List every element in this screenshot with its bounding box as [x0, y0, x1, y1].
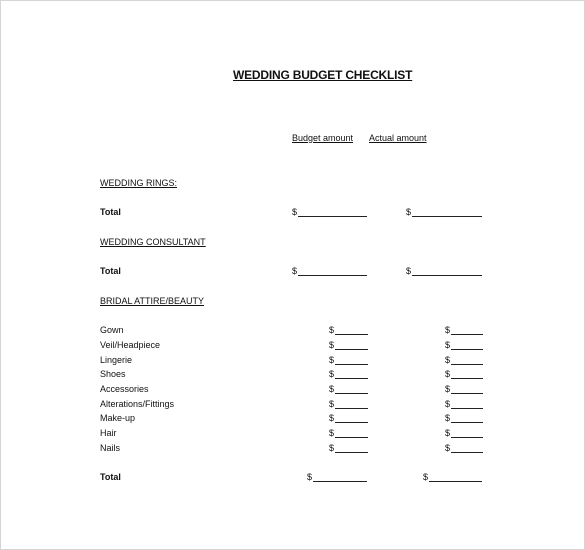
actual-amount-blank[interactable] [451, 427, 483, 438]
budget-amount-header: Budget amount [292, 133, 354, 143]
budget-amount-blank[interactable] [335, 398, 368, 409]
actual-amount-blank[interactable] [451, 442, 483, 453]
currency-symbol: $ [292, 207, 298, 217]
actual-amount-blank[interactable] [451, 398, 483, 409]
currency-symbol: $ [445, 369, 451, 379]
actual-amount-blank[interactable] [451, 368, 483, 379]
currency-symbol: $ [307, 472, 313, 482]
currency-symbol: $ [445, 340, 451, 350]
budget-amount-blank[interactable] [298, 206, 367, 217]
actual-amount-blank[interactable] [451, 354, 483, 365]
currency-symbol: $ [329, 413, 335, 423]
budget-amount-blank[interactable] [335, 368, 368, 379]
section-heading-bridal-attire-beauty: BRIDAL ATTIRE/BEAUTY [100, 296, 205, 306]
currency-symbol: $ [329, 428, 335, 438]
currency-symbol: $ [406, 266, 412, 276]
line-item-label: Hair [100, 428, 117, 438]
section-heading-wedding-rings: WEDDING RINGS: [100, 178, 178, 188]
budget-amount-blank[interactable] [335, 383, 368, 394]
total-label: Total [100, 472, 121, 482]
currency-symbol: $ [445, 384, 451, 394]
actual-amount-blank[interactable] [451, 383, 483, 394]
budget-amount-blank[interactable] [335, 442, 368, 453]
currency-symbol: $ [329, 325, 335, 335]
budget-amount-blank[interactable] [313, 471, 367, 482]
line-item-label: Make-up [100, 413, 136, 423]
line-item-label: Gown [100, 325, 124, 335]
section-heading-wedding-consultant: WEDDING CONSULTANT [100, 237, 206, 247]
currency-symbol: $ [329, 399, 335, 409]
currency-symbol: $ [329, 340, 335, 350]
line-item-label: Shoes [100, 369, 126, 379]
line-item-label: Veil/Headpiece [100, 340, 161, 350]
currency-symbol: $ [329, 443, 335, 453]
line-item-label: Nails [100, 443, 121, 453]
currency-symbol: $ [445, 413, 451, 423]
currency-symbol: $ [329, 355, 335, 365]
currency-symbol: $ [292, 266, 298, 276]
currency-symbol: $ [329, 369, 335, 379]
actual-amount-header: Actual amount [369, 133, 427, 143]
total-label: Total [100, 266, 121, 276]
actual-amount-blank[interactable] [451, 412, 483, 423]
actual-amount-blank[interactable] [451, 339, 483, 350]
document-title: WEDDING BUDGET CHECKLIST [233, 68, 413, 82]
currency-symbol: $ [406, 207, 412, 217]
total-label: Total [100, 207, 121, 217]
currency-symbol: $ [445, 325, 451, 335]
actual-amount-blank[interactable] [429, 471, 482, 482]
actual-amount-blank[interactable] [451, 324, 483, 335]
line-item-label: Accessories [100, 384, 149, 394]
budget-amount-blank[interactable] [335, 339, 368, 350]
currency-symbol: $ [445, 355, 451, 365]
budget-amount-blank[interactable] [335, 324, 368, 335]
budget-amount-blank[interactable] [335, 412, 368, 423]
currency-symbol: $ [445, 443, 451, 453]
currency-symbol: $ [445, 399, 451, 409]
budget-amount-blank[interactable] [335, 354, 368, 365]
actual-amount-blank[interactable] [412, 265, 482, 276]
actual-amount-blank[interactable] [412, 206, 482, 217]
line-item-label: Alterations/Fittings [100, 399, 175, 409]
budget-amount-blank[interactable] [298, 265, 367, 276]
budget-amount-blank[interactable] [335, 427, 368, 438]
line-item-label: Lingerie [100, 355, 133, 365]
currency-symbol: $ [445, 428, 451, 438]
currency-symbol: $ [423, 472, 429, 482]
currency-symbol: $ [329, 384, 335, 394]
